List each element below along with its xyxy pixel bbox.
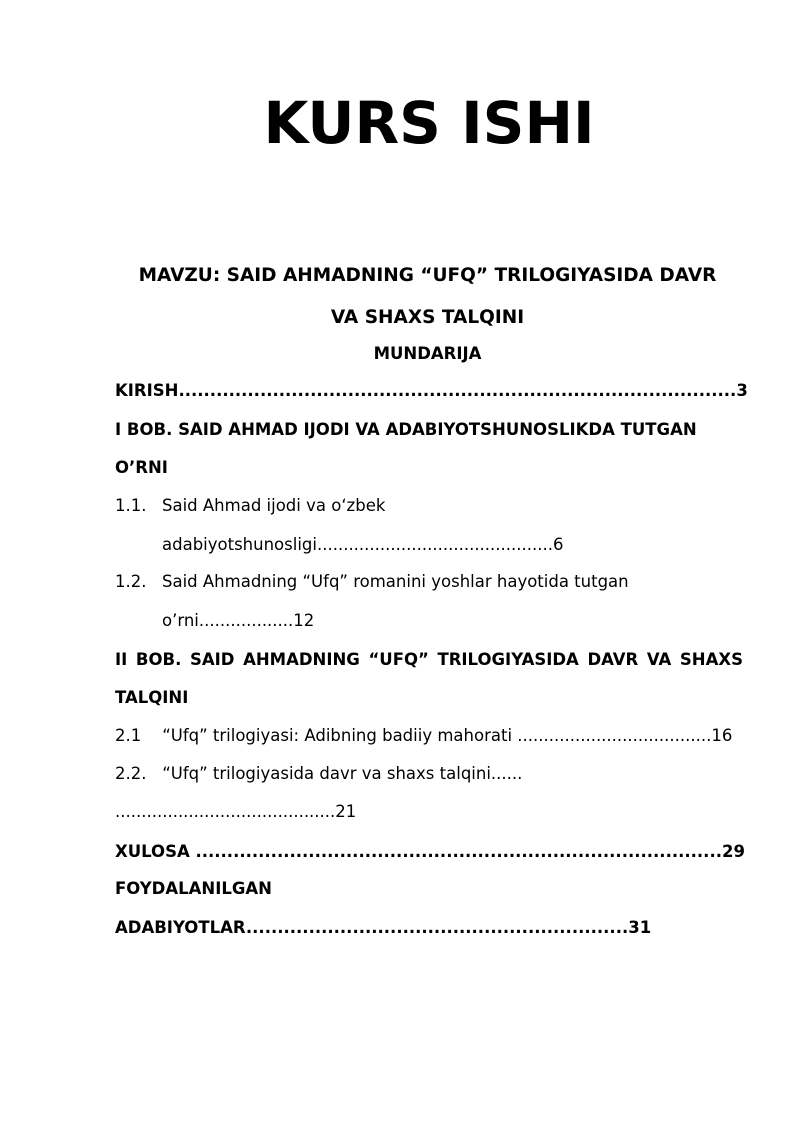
toc-chapter2-line2: TALQINI bbox=[115, 688, 189, 707]
toc-chapter2-line1: II BOB. SAID AHMADNING “UFQ” TRILOGIYASIDA DAVR VA SHAXS bbox=[115, 650, 743, 669]
toc-section-2-1: 2.1 “Ufq” trilogiyasi: Adibning badiiy mahorati .....................................16 bbox=[115, 726, 733, 745]
topic-line-2: VA SHAXS TALQINI bbox=[330, 307, 525, 328]
toc-section-2-2-line2: ..........................................21 bbox=[115, 802, 357, 821]
toc-section-1-2-line1: Said Ahmadning “Ufq” romanini yoshlar hayotida tutgan bbox=[162, 572, 629, 591]
topic-heading bbox=[115, 255, 740, 339]
toc-section-1-1-line2: adabiyotshunosligi.............................................6 bbox=[162, 535, 564, 554]
toc-section-1-1-line1: Said Ahmad ijodi va o‘zbek bbox=[162, 496, 386, 515]
toc-chapter1-line1: I BOB. SAID AHMAD IJODI VA ADABIYOTSHUNOSLIKDA TUTGAN bbox=[115, 420, 697, 439]
toc-foydalanilgan-line2: ADABIYOTLAR.............................................................31 bbox=[115, 918, 652, 937]
toc-xulosa: XULOSA ....................................................................................29 bbox=[115, 842, 745, 861]
contents-heading: MUNDARIJA bbox=[373, 344, 482, 363]
toc-section-2-2-line1: 2.2. “Ufq” trilogiyasida davr va shaxs talqini...... bbox=[115, 764, 523, 783]
toc-chapter1-line2: O’RNI bbox=[115, 458, 168, 477]
toc-section-1-2-line2: o’rni..................12 bbox=[162, 611, 315, 630]
document-title: KURS ISHI bbox=[263, 89, 595, 157]
toc-kirish: KIRISH.........................................................................................3 bbox=[115, 381, 748, 400]
toc-foydalanilgan-line1: FOYDALANILGAN bbox=[115, 879, 272, 898]
toc-section-1-1-number: 1.1. bbox=[115, 496, 147, 515]
topic-line-1: MAVZU: SAID AHMADNING “UFQ” TRILOGIYASIDA DAVR bbox=[138, 265, 717, 286]
toc-section-1-2-number: 1.2. bbox=[115, 572, 147, 591]
